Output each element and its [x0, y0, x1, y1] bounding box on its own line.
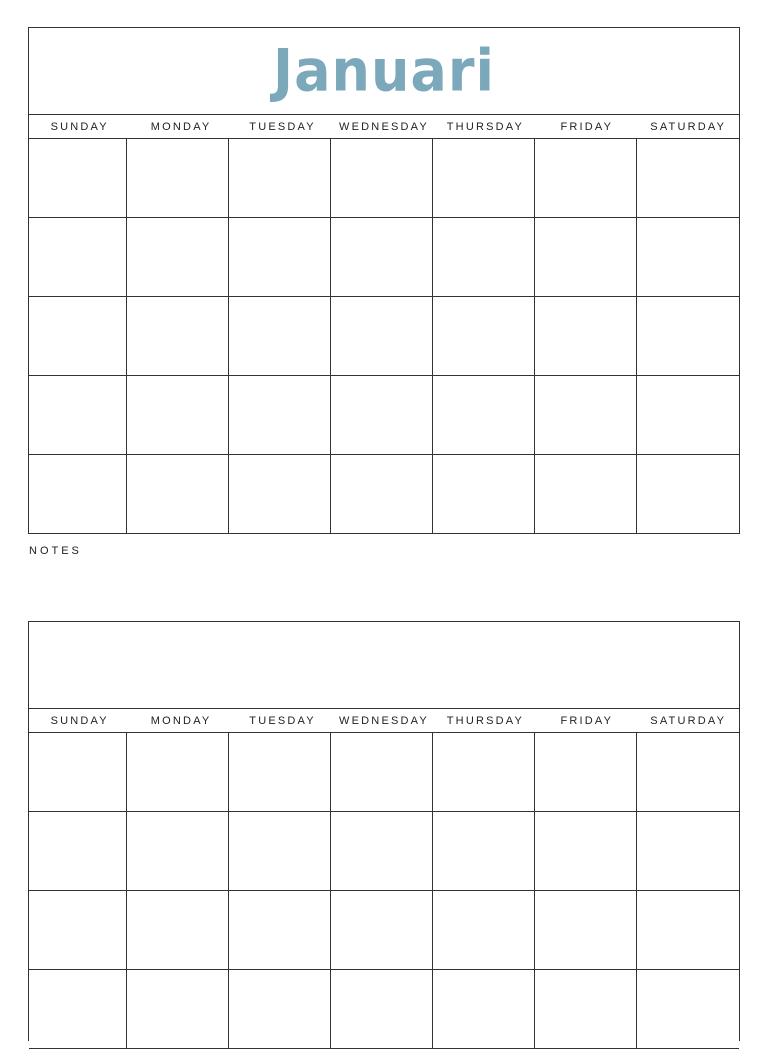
day-cell — [127, 376, 229, 455]
day-header-sunday: SUNDAY — [50, 714, 109, 727]
day-cell — [535, 812, 637, 891]
day-cell — [127, 218, 229, 297]
day-cell — [331, 297, 433, 376]
day-header-friday: FRIDAY — [560, 120, 614, 133]
day-cell — [433, 139, 535, 218]
day-cell — [127, 733, 229, 812]
day-cell — [127, 970, 229, 1049]
day-cell — [433, 297, 535, 376]
day-cell — [331, 970, 433, 1049]
day-cell — [637, 139, 739, 218]
day-grid — [29, 733, 739, 1049]
day-cell — [29, 812, 127, 891]
day-cell — [637, 376, 739, 455]
day-cell — [29, 297, 127, 376]
day-header-wednesday: WEDNESDAY — [339, 714, 429, 727]
day-cell — [637, 455, 739, 533]
day-cell — [229, 297, 331, 376]
day-header-row — [29, 115, 739, 139]
day-cell — [29, 970, 127, 1049]
day-cell — [637, 812, 739, 891]
day-cell — [331, 376, 433, 455]
day-cell — [535, 891, 637, 970]
day-cell — [433, 376, 535, 455]
day-cell — [331, 733, 433, 812]
day-header-tuesday: TUESDAY — [249, 714, 316, 727]
day-cell — [535, 218, 637, 297]
notes-label: NOTES — [29, 545, 82, 557]
day-cell — [433, 970, 535, 1049]
day-cell — [331, 812, 433, 891]
day-grid — [29, 139, 739, 533]
day-header-saturday: SATURDAY — [650, 714, 727, 727]
month-title-area — [29, 28, 739, 115]
month-title: Januari — [273, 36, 495, 105]
day-cell — [637, 733, 739, 812]
day-cell — [127, 297, 229, 376]
day-header-tuesday: TUESDAY — [249, 120, 316, 133]
day-cell — [29, 376, 127, 455]
day-cell — [535, 139, 637, 218]
day-cell — [637, 970, 739, 1049]
day-cell — [229, 733, 331, 812]
day-header-thursday: THURSDAY — [446, 120, 525, 133]
month-title-area — [29, 622, 739, 709]
day-cell — [331, 218, 433, 297]
day-cell — [535, 297, 637, 376]
day-cell — [433, 455, 535, 533]
day-cell — [433, 891, 535, 970]
calendar-second — [28, 621, 740, 1041]
day-cell — [331, 455, 433, 533]
day-cell — [535, 970, 637, 1049]
day-cell — [331, 891, 433, 970]
day-cell — [535, 376, 637, 455]
day-cell — [433, 812, 535, 891]
day-cell — [127, 891, 229, 970]
day-cell — [29, 218, 127, 297]
day-cell — [433, 218, 535, 297]
day-cell — [29, 139, 127, 218]
day-cell — [29, 455, 127, 533]
day-header-row — [29, 709, 739, 733]
day-cell — [29, 733, 127, 812]
calendar-january — [28, 27, 740, 534]
day-header-monday: MONDAY — [150, 120, 212, 133]
day-cell — [637, 891, 739, 970]
day-cell — [229, 812, 331, 891]
day-cell — [535, 455, 637, 533]
day-cell — [229, 455, 331, 533]
day-cell — [127, 139, 229, 218]
day-cell — [331, 139, 433, 218]
day-cell — [637, 297, 739, 376]
day-header-wednesday: WEDNESDAY — [339, 120, 429, 133]
day-header-saturday: SATURDAY — [650, 120, 727, 133]
day-cell — [637, 218, 739, 297]
day-cell — [29, 891, 127, 970]
day-cell — [229, 218, 331, 297]
day-header-monday: MONDAY — [150, 714, 212, 727]
day-header-thursday: THURSDAY — [446, 714, 525, 727]
day-cell — [229, 891, 331, 970]
day-cell — [127, 455, 229, 533]
day-cell — [127, 812, 229, 891]
day-cell — [229, 376, 331, 455]
day-cell — [229, 139, 331, 218]
day-cell — [229, 970, 331, 1049]
day-cell — [535, 733, 637, 812]
day-cell — [433, 733, 535, 812]
day-header-friday: FRIDAY — [560, 714, 614, 727]
day-header-sunday: SUNDAY — [50, 120, 109, 133]
